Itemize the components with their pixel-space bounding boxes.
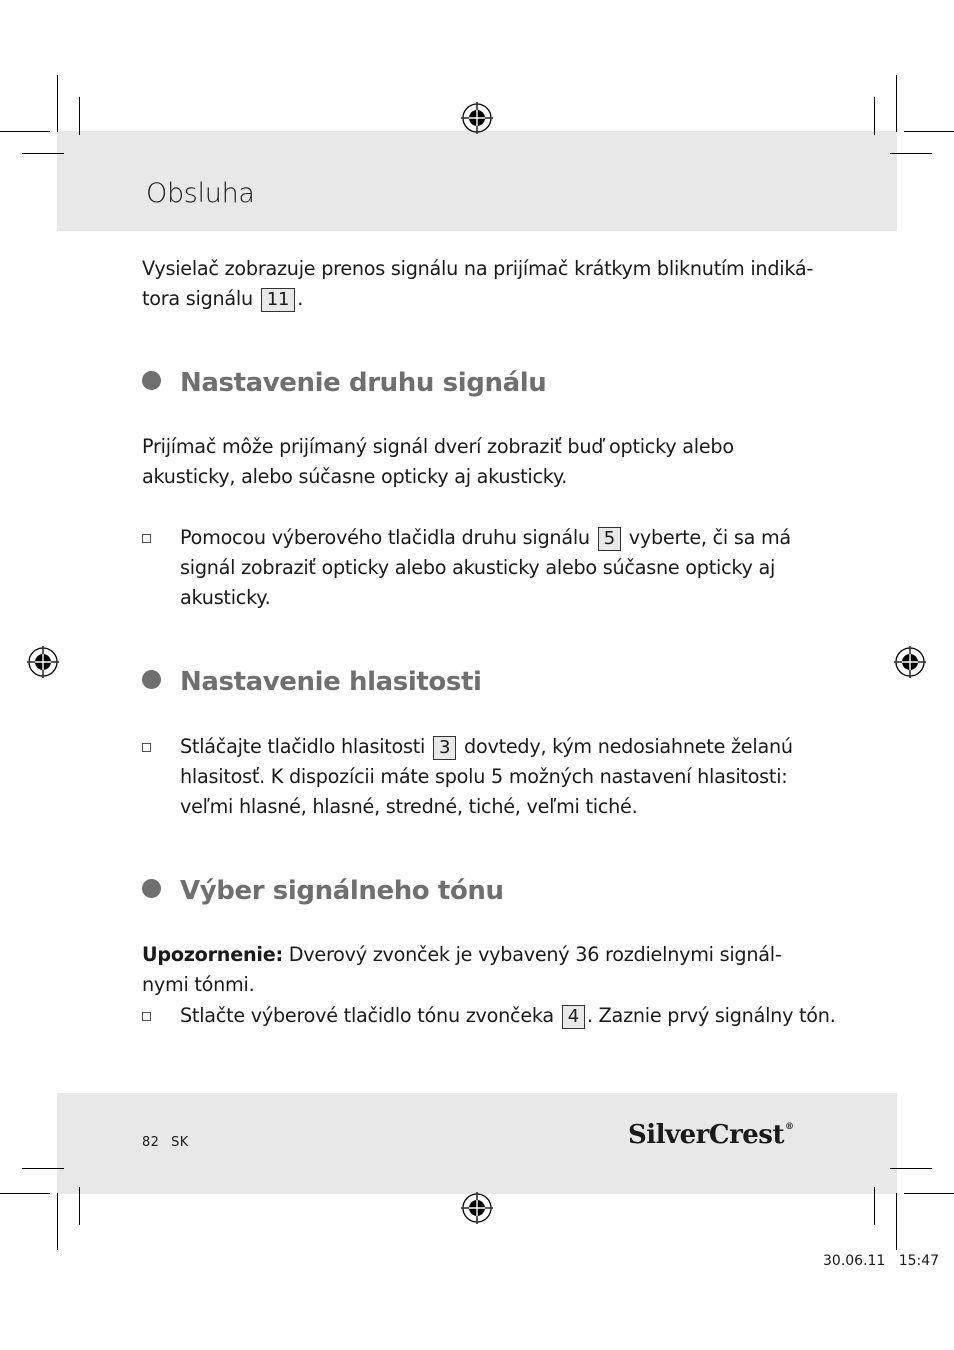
checkbox-square-icon xyxy=(142,1012,151,1021)
language-code: SK xyxy=(171,1135,189,1150)
checkbox-square-icon xyxy=(142,534,151,543)
section-heading xyxy=(142,667,482,697)
section-heading-text: Nastavenie druhu signálu xyxy=(180,368,547,398)
ref-label: 5 xyxy=(598,527,621,551)
step-text: Stlačte výberové tlačidlo tónu zvončeka 4 . Zaznie prvý signálny tón. xyxy=(180,1004,836,1027)
registration-mark-icon xyxy=(461,1192,493,1224)
page-number: 82 xyxy=(142,1135,160,1150)
footer-page-info xyxy=(142,1135,189,1150)
step-item xyxy=(142,1001,842,1031)
step-text: Stláčajte tlačidlo hlasitosti 3 dovtedy, kým nedosiahnete želanú hlasitosť. K dispozícii máte spolu 5 možných nastavení hlasitosti: veľmi hlasné, hlasné, stredné, tiché, veľmi tiché. xyxy=(180,735,793,818)
section-paragraph: Prijímač môže prijímaný signál dverí zobraziť buď opticky alebo akusticky, alebo súčasne opticky aj akusticky. xyxy=(142,435,734,488)
bullet-dot-icon xyxy=(142,371,161,390)
page-title: Obsluha xyxy=(146,178,255,209)
registration-mark-icon xyxy=(894,646,926,678)
intro-text-end: . xyxy=(297,287,304,310)
brand-name: SilverCrest xyxy=(628,1120,784,1150)
note-label: Upozornenie: xyxy=(142,943,283,966)
step-text: Pomocou výberového tlačidla druhu signálu 5 vyberte, či sa má signál zobraziť opticky alebo akusticky alebo súčasne opticky aj akusticky. xyxy=(180,526,791,609)
ref-label: 4 xyxy=(562,1005,585,1029)
bullet-dot-icon xyxy=(142,879,161,898)
intro-text: Vysielač zobrazuje prenos signálu na prijímač krátkym bliknutím indiká-tora signálu xyxy=(142,257,814,310)
registered-mark: ® xyxy=(784,1122,794,1132)
step-item xyxy=(142,523,832,613)
bullet-dot-icon xyxy=(142,670,161,689)
ref-label: 11 xyxy=(261,288,295,312)
intro-paragraph xyxy=(142,254,822,314)
note-paragraph xyxy=(142,940,822,1000)
section-heading xyxy=(142,876,504,906)
section-heading-text: Nastavenie hlasitosti xyxy=(180,667,482,697)
ref-label: 3 xyxy=(433,736,456,760)
step-item xyxy=(142,732,832,822)
checkbox-square-icon xyxy=(142,743,151,752)
registration-mark-icon xyxy=(461,102,493,134)
registration-mark-icon xyxy=(27,646,59,678)
section-heading-text: Výber signálneho tónu xyxy=(180,876,504,906)
print-date: 30.06.11 xyxy=(823,1253,886,1269)
note-text: Dverový zvonček je vybavený 36 rozdielnymi signál-nymi tónmi. xyxy=(142,943,782,996)
section-heading xyxy=(142,368,546,398)
print-stamp xyxy=(823,1253,939,1269)
brand-logo xyxy=(628,1120,793,1154)
print-time: 15:47 xyxy=(898,1253,940,1269)
